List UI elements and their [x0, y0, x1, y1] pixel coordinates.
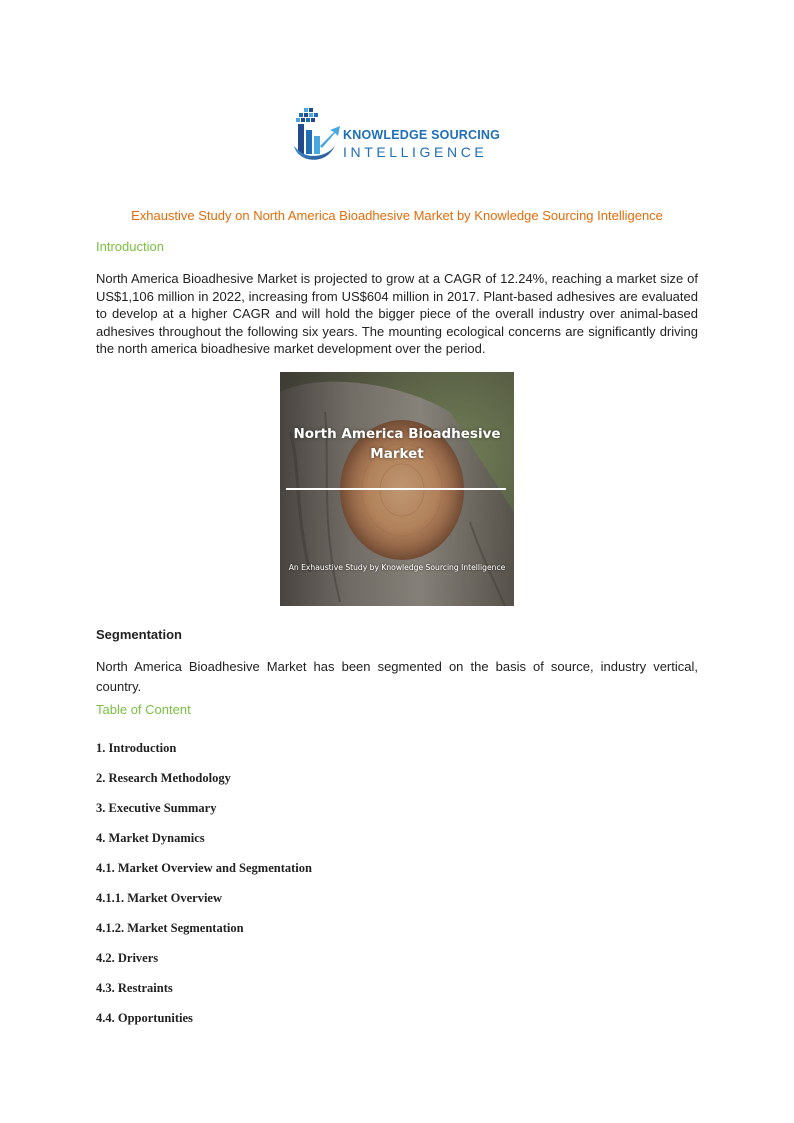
introduction-paragraph: North America Bioadhesive Market is projected to grow at a CAGR of 12.24%, reaching a market size of US$1,106 million in 2022, increasing from US$604 million in 2017. Plant-based adhesives are evaluated to develop at a higher CAGR and will hold the bigger piece of the overall industry over animal-based adhesives throughout the following six years. The mounting ecological concerns are significantly driving the north america bioadhesive market development over the period. — [96, 271, 698, 356]
toc-item: 4.1.1. Market Overview — [96, 891, 223, 905]
hero-title: North America Bioadhesive Market — [293, 426, 501, 462]
toc-heading: Table of Content — [96, 702, 191, 717]
hero-subtitle: An Exhaustive Study by Knowledge Sourcing Intelligence — [288, 563, 506, 572]
hero-image — [280, 372, 514, 606]
toc-item: 4. Market Dynamics — [96, 831, 205, 845]
toc-item: 3. Executive Summary — [96, 801, 217, 815]
toc-item: 2. Research Methodology — [96, 771, 231, 785]
introduction-heading: Introduction — [96, 239, 164, 254]
logo-mark-icon — [290, 106, 346, 166]
hero-divider — [286, 488, 506, 490]
segmentation-paragraph: North America Bioadhesive Market has been segmented on the basis of source, industry vertical, country. — [96, 659, 698, 694]
segmentation-heading: Segmentation — [96, 627, 182, 642]
toc-item: 4.2. Drivers — [96, 951, 159, 965]
toc-item: 4.3. Restraints — [96, 981, 173, 995]
toc-item: 4.4. Opportunities — [96, 1011, 193, 1025]
toc-item: 4.1. Market Overview and Segmentation — [96, 861, 312, 875]
logo-text-line1: KNOWLEDGE SOURCING — [343, 128, 501, 142]
company-logo — [290, 106, 510, 166]
document-title: Exhaustive Study on North America Bioadhesive Market by Knowledge Sourcing Intelligence — [131, 208, 663, 223]
logo-text-line2: INTELLIGENCE — [343, 144, 488, 160]
toc-item: 1. Introduction — [96, 741, 177, 755]
toc-item: 4.1.2. Market Segmentation — [96, 921, 244, 935]
